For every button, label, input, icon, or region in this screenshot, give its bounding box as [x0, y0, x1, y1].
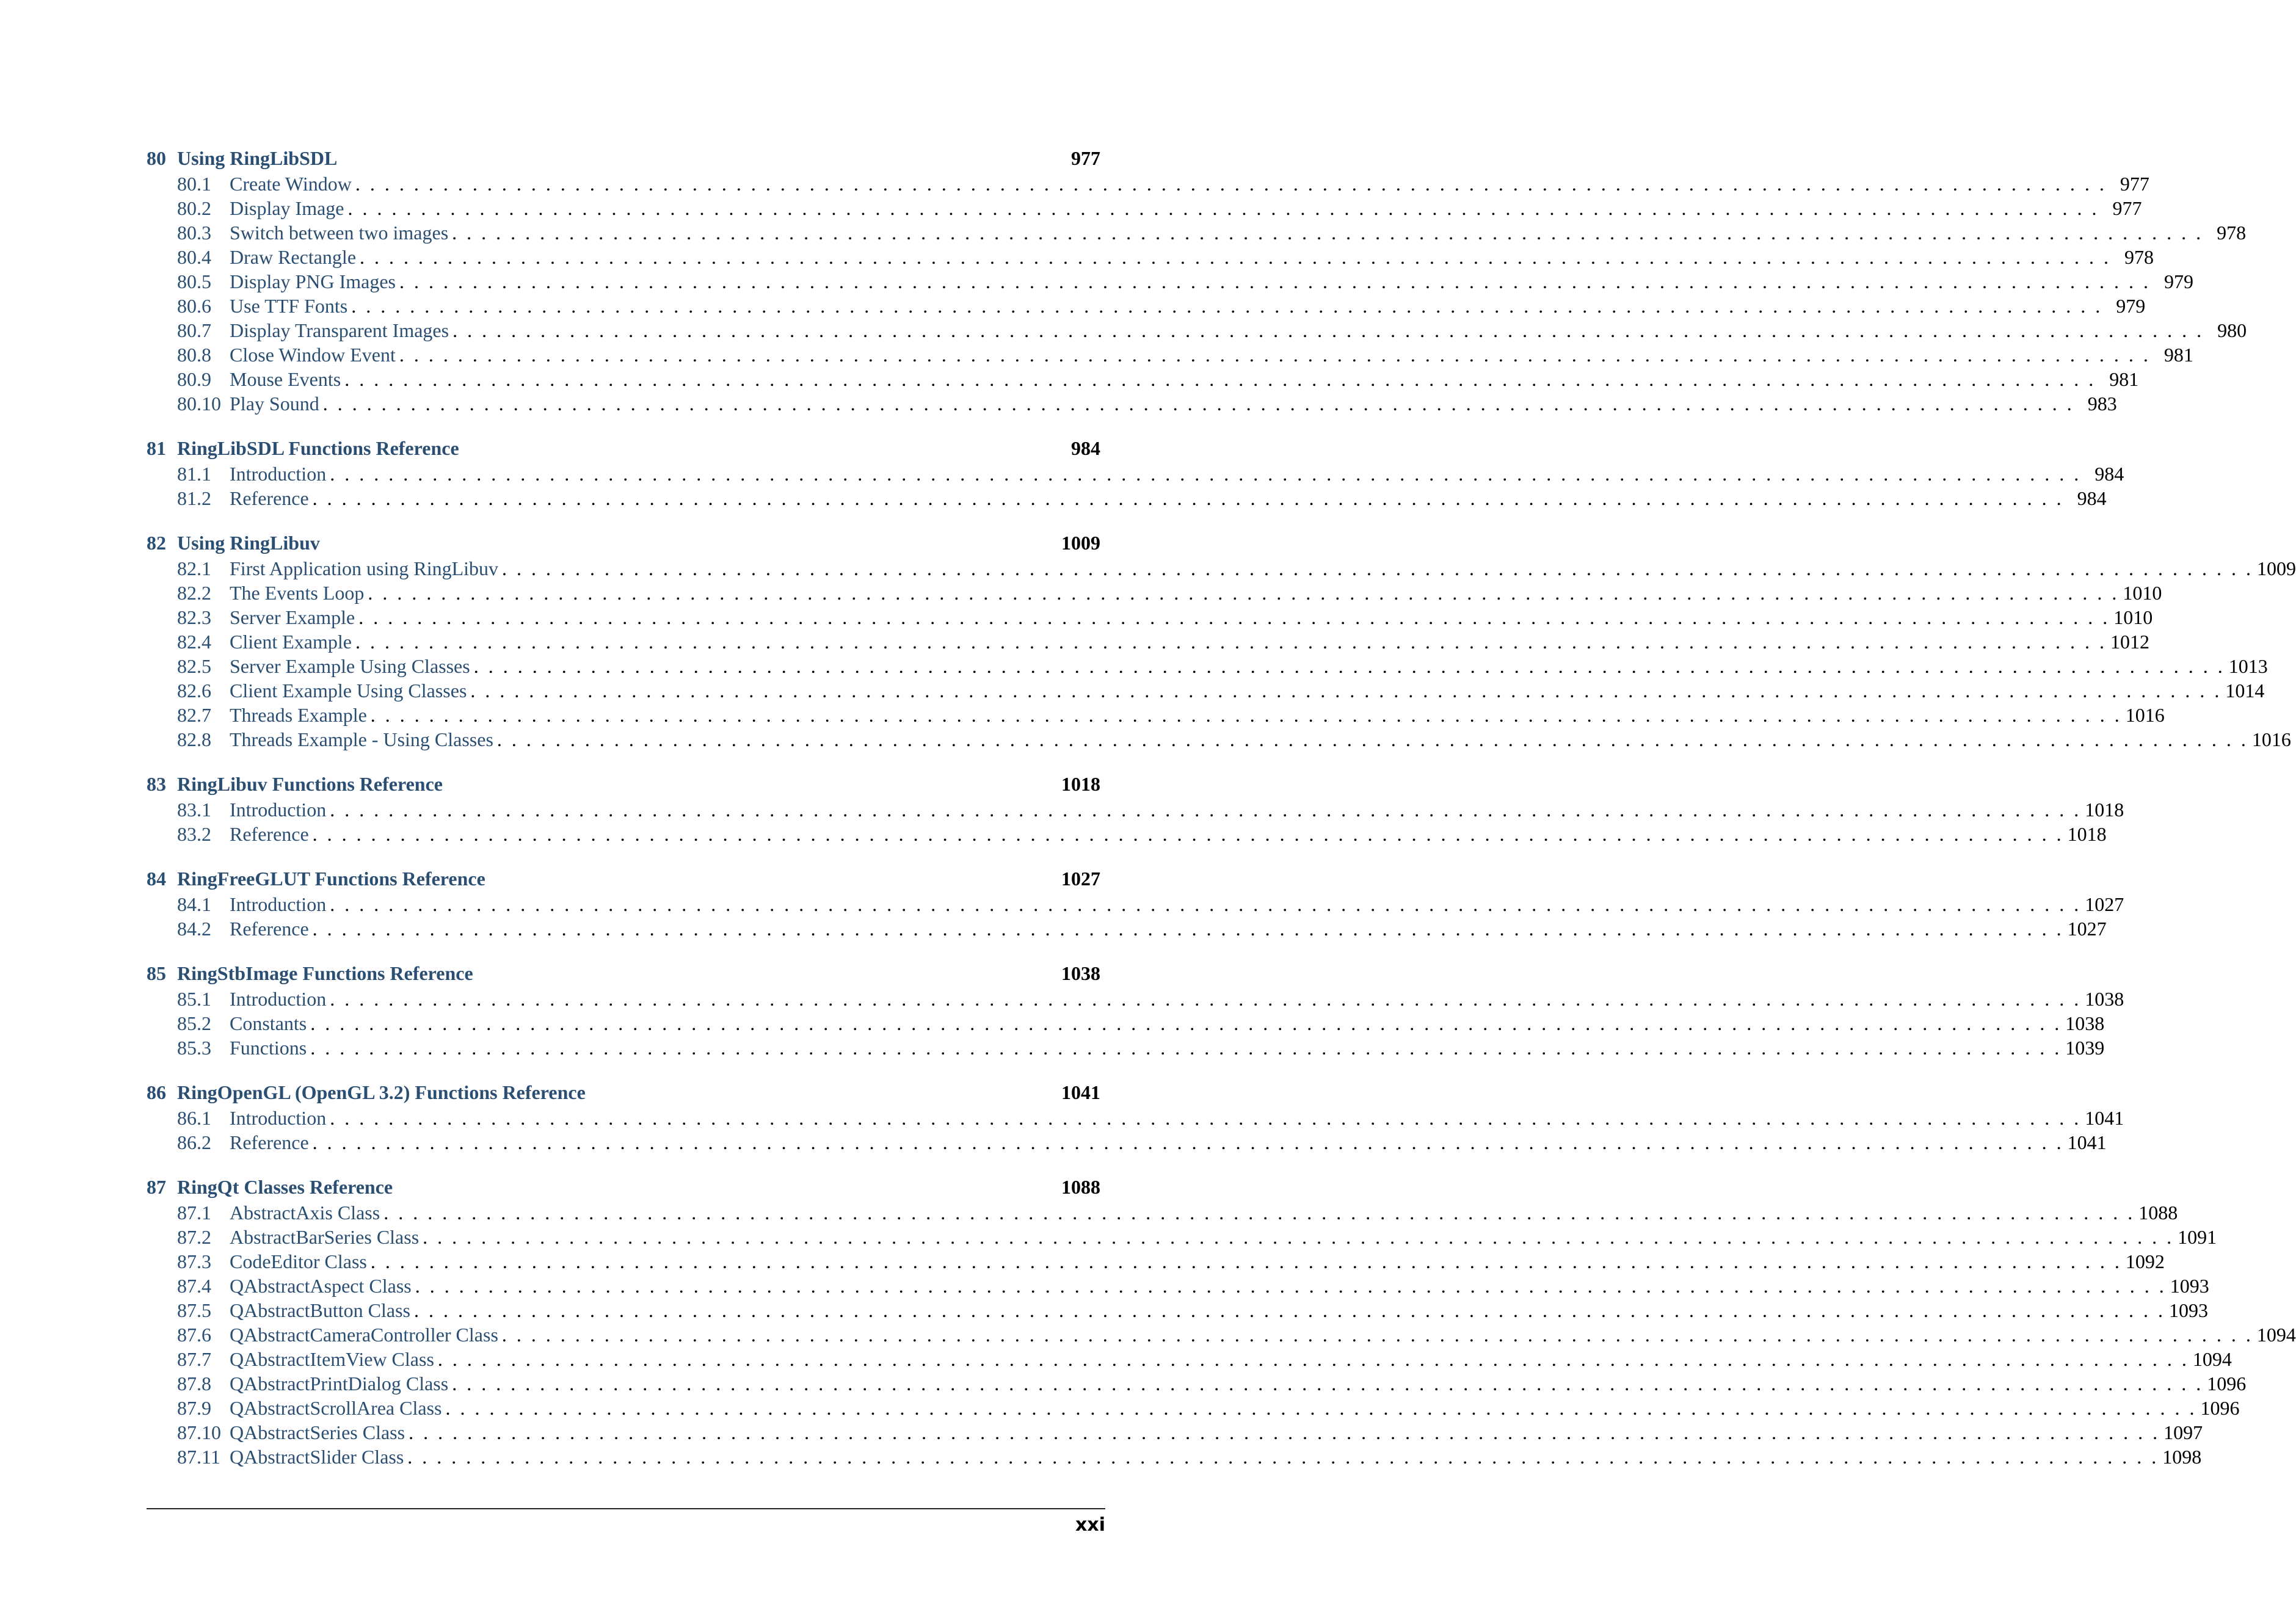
dot-leader: . . . . . . . . . . . . . . . . . . . . . . . . . . . . . . . . . . . . . . . . . . . . . . . . . . . . . . . . . . . . . . . . . . . . . . . . . . . . . . . . . . . . . . . . . . . . . . . . . . . . . . . . . . . . . . . . . . . . . . . . [383, 1202, 2133, 1224]
section-title: Display PNG Images [230, 270, 396, 292]
chapter-page-number: 1041 [1061, 1081, 1100, 1103]
dot-leader: . . . . . . . . . . . . . . . . . . . . . . . . . . . . . . . . . . . . . . . . . . . . . . . . . . . . . . . . . . . . . . . . . . . . . . . . . . . . . . . . . . . . . . . . . . . . . . . . . . . . . . . . . . . . . . . . . . . . . . . . [470, 680, 2220, 702]
section-title: QAbstractSlider Class [230, 1446, 404, 1468]
section-page-number: 1093 [2170, 1275, 2209, 1297]
chapter-number: 80 [147, 147, 166, 169]
section-entry-link[interactable] [147, 605, 2153, 629]
section-entry-link[interactable] [147, 556, 2296, 581]
dot-leader: . . . . . . . . . . . . . . . . . . . . . . . . . . . . . . . . . . . . . . . . . . . . . . . . . . . . . . . . . . . . . . . . . . . . . . . . . . . . . . . . . . . . . . . . . . . . . . . . . . . . . . . . . . . . . . . . . . . . . . . . [501, 1324, 2251, 1346]
dot-leader: . . . . . . . . . . . . . . . . . . . . . . . . . . . . . . . . . . . . . . . . . . . . . . . . . . . . . . . . . . . . . . . . . . . . . . . . . . . . . . . . . . . . . . . . . . . . . . . . . . . . . . . . . . . . . . . . . . . . . . . . [312, 823, 2062, 845]
section-page-number: 1092 [2125, 1250, 2165, 1272]
section-entry-link[interactable] [147, 245, 2154, 269]
chapter-title: RingQt Classes Reference [177, 1176, 393, 1198]
section-title: Introduction [230, 1107, 327, 1129]
table-of-contents [147, 145, 2296, 1489]
section-number: 80.4 [177, 246, 211, 268]
section-number: 80.1 [177, 173, 211, 195]
dot-leader: . . . . . . . . . . . . . . . . . . . . . . . . . . . . . . . . . . . . . . . . . . . . . . . . . . . . . . . . . . . . . . . . . . . . . . . . . . . . . . . . . . . . . . . . . . . . . . . . . . . . . . . . . . . . . . . . . . . . . . . . [423, 1226, 2172, 1248]
dot-leader: . . . . . . . . . . . . . . . . . . . . . . . . . . . . . . . . . . . . . . . . . . . . . . . . . . . . . . . . . . . . . . . . . . . . . . . . . . . . . . . . . . . . . . . . . . . . . . . . . . . . . . . . . . . . . . . . . . . . . . . . [330, 463, 2079, 485]
section-entry-link[interactable] [147, 1396, 2240, 1420]
dot-leader: . . . . . . . . . . . . . . . . . . . . . . . . . . . . . . . . . . . . . . . . . . . . . . . . . . . . . . . . . . . . . . . . . . . . . . . . . . . . . . . . . . . . . . . . . . . . . . . . . . . . . . . . . . . . . . . . . . . . . . . . [399, 270, 2148, 292]
chapter-page-number: 977 [1071, 147, 1100, 169]
dot-leader: . . . . . . . . . . . . . . . . . . . . . . . . . . . . . . . . . . . . . . . . . . . . . . . . . . . . . . . . . . . . . . . . . . . . . . . . . . . . . . . . . . . . . . . . . . . . . . . . . . . . . . . . . . . . . . . . . . . . . . . . [496, 728, 2246, 750]
section-entry-link[interactable] [147, 269, 2193, 294]
section-entry-link[interactable] [147, 916, 2107, 941]
dot-leader: . . . . . . . . . . . . . . . . . . . . . . . . . . . . . . . . . . . . . . . . . . . . . . . . . . . . . . . . . . . . . . . . . . . . . . . . . . . . . . . . . . . . . . . . . . . . . . . . . . . . . . . . . . . . . . . . . . . . . . . . [370, 1250, 2120, 1272]
section-page-number: 1009 [2257, 557, 2296, 579]
toc-chapter [147, 866, 2124, 941]
section-title: QAbstractItemView Class [230, 1348, 434, 1370]
chapter-number: 87 [147, 1176, 166, 1198]
section-number: 80.3 [177, 222, 211, 244]
toc-chapter [147, 1079, 2124, 1155]
section-title: Reference [230, 918, 309, 940]
chapter-page-number: 1009 [1061, 532, 1100, 554]
section-number: 82.5 [177, 655, 211, 677]
chapter-heading-link[interactable] [147, 960, 1109, 987]
section-page-number: 1098 [2162, 1446, 2202, 1468]
section-title: First Application using RingLibuv [230, 557, 499, 579]
section-number: 87.11 [177, 1446, 220, 1468]
section-title: Constants [230, 1012, 307, 1034]
dot-leader: . . . . . . . . . . . . . . . . . . . . . . . . . . . . . . . . . . . . . . . . . . . . . . . . . . . . . . . . . . . . . . . . . . . . . . . . . . . . . . . . . . . . . . . . . . . . . . . . . . . . . . . . . . . . . . . . . . . . . . . . [368, 582, 2117, 604]
section-number: 87.2 [177, 1226, 211, 1248]
section-entry-link[interactable] [147, 581, 2162, 605]
section-number: 85.1 [177, 988, 211, 1010]
section-page-number: 1018 [2085, 799, 2124, 821]
toc-chapter [147, 530, 2296, 752]
section-number: 82.1 [177, 557, 211, 579]
section-page-number: 1094 [2192, 1348, 2232, 1370]
section-page-number: 983 [2087, 393, 2117, 415]
section-number: 82.7 [177, 704, 211, 726]
chapter-title: Using RingLibuv [177, 532, 320, 554]
dot-leader: . . . . . . . . . . . . . . . . . . . . . . . . . . . . . . . . . . . . . . . . . . . . . . . . . . . . . . . . . . . . . . . . . . . . . . . . . . . . . . . . . . . . . . . . . . . . . . . . . . . . . . . . . . . . . . . . . . . . . . . . [330, 799, 2079, 821]
section-title: QAbstractPrintDialog Class [230, 1373, 449, 1395]
dot-leader: . . . . . . . . . . . . . . . . . . . . . . . . . . . . . . . . . . . . . . . . . . . . . . . . . . . . . . . . . . . . . . . . . . . . . . . . . . . . . . . . . . . . . . . . . . . . . . . . . . . . . . . . . . . . . . . . . . . . . . . . [355, 173, 2104, 195]
section-title: Reference [230, 1131, 309, 1153]
section-number: 81.1 [177, 463, 211, 485]
toc-chapter [147, 1174, 2296, 1469]
dot-leader: . . . . . . . . . . . . . . . . . . . . . . . . . . . . . . . . . . . . . . . . . . . . . . . . . . . . . . . . . . . . . . . . . . . . . . . . . . . . . . . . . . . . . . . . . . . . . . . . . . . . . . . . . . . . . . . . . . . . . . . . [351, 295, 2101, 317]
section-page-number: 977 [2112, 197, 2142, 219]
section-entry-link[interactable] [147, 1249, 2165, 1274]
section-title: Display Image [230, 197, 344, 219]
section-page-number: 1027 [2085, 893, 2124, 915]
chapter-number: 85 [147, 962, 166, 984]
chapter-number: 82 [147, 532, 166, 554]
section-entry-link[interactable] [147, 367, 2139, 391]
section-page-number: 1016 [2251, 728, 2291, 750]
dot-leader: . . . . . . . . . . . . . . . . . . . . . . . . . . . . . . . . . . . . . . . . . . . . . . . . . . . . . . . . . . . . . . . . . . . . . . . . . . . . . . . . . . . . . . . . . . . . . . . . . . . . . . . . . . . . . . . . . . . . . . . . [344, 368, 2094, 390]
chapter-heading-link[interactable] [147, 1079, 1109, 1106]
section-number: 87.5 [177, 1299, 211, 1321]
section-page-number: 1088 [2138, 1202, 2178, 1224]
section-title: Threads Example [230, 704, 367, 726]
section-entry-link[interactable] [147, 391, 2117, 416]
footer-page-number: xxi [1075, 1514, 1105, 1536]
section-number: 80.5 [177, 270, 211, 292]
section-entry-link[interactable] [147, 629, 2149, 654]
section-number: 87.1 [177, 1202, 211, 1224]
section-title: QAbstractSeries Class [230, 1421, 405, 1443]
section-entry-link[interactable] [147, 1298, 2208, 1322]
section-title: Display Transparent Images [230, 319, 449, 341]
section-page-number: 1038 [2065, 1012, 2105, 1034]
section-page-number: 1010 [2113, 606, 2153, 628]
dot-leader: . . . . . . . . . . . . . . . . . . . . . . . . . . . . . . . . . . . . . . . . . . . . . . . . . . . . . . . . . . . . . . . . . . . . . . . . . . . . . . . . . . . . . . . . . . . . . . . . . . . . . . . . . . . . . . . . . . . . . . . . [330, 988, 2079, 1010]
section-number: 84.1 [177, 893, 211, 915]
dot-leader: . . . . . . . . . . . . . . . . . . . . . . . . . . . . . . . . . . . . . . . . . . . . . . . . . . . . . . . . . . . . . . . . . . . . . . . . . . . . . . . . . . . . . . . . . . . . . . . . . . . . . . . . . . . . . . . . . . . . . . . . [347, 197, 2097, 219]
toc-chapter [147, 435, 2124, 510]
section-page-number: 1096 [2200, 1397, 2240, 1419]
section-entry-link[interactable] [147, 1011, 2105, 1036]
chapter-page-number: 1088 [1061, 1176, 1100, 1198]
section-number: 80.7 [177, 319, 211, 341]
section-number: 85.3 [177, 1037, 211, 1059]
section-entry-link[interactable] [147, 318, 2247, 343]
section-entry-link[interactable] [147, 1106, 2124, 1130]
chapter-heading-link[interactable] [147, 771, 1109, 797]
section-entry-link[interactable] [147, 892, 2124, 916]
dot-leader: . . . . . . . . . . . . . . . . . . . . . . . . . . . . . . . . . . . . . . . . . . . . . . . . . . . . . . . . . . . . . . . . . . . . . . . . . . . . . . . . . . . . . . . . . . . . . . . . . . . . . . . . . . . . . . . . . . . . . . . . [322, 393, 2072, 415]
section-title: Create Window [230, 173, 352, 195]
section-entry-link[interactable] [147, 703, 2165, 727]
section-entry-link[interactable] [147, 1445, 2202, 1469]
toc-chapter [147, 145, 2247, 416]
section-page-number: 977 [2120, 173, 2149, 195]
section-title: Introduction [230, 463, 327, 485]
section-number: 82.4 [177, 631, 211, 653]
section-title: Client Example Using Classes [230, 680, 467, 702]
section-number: 83.1 [177, 799, 211, 821]
chapter-number: 86 [147, 1081, 166, 1103]
section-title: Introduction [230, 893, 327, 915]
dot-leader: . . . . . . . . . . . . . . . . . . . . . . . . . . . . . . . . . . . . . . . . . . . . . . . . . . . . . . . . . . . . . . . . . . . . . . . . . . . . . . . . . . . . . . . . . . . . . . . . . . . . . . . . . . . . . . . . . . . . . . . . [370, 704, 2120, 726]
section-page-number: 1010 [2123, 582, 2162, 604]
section-title: Close Window Event [230, 344, 396, 366]
chapter-title: RingFreeGLUT Functions Reference [177, 868, 485, 890]
section-number: 87.6 [177, 1324, 211, 1346]
section-title: Threads Example - Using Classes [230, 728, 493, 750]
section-entry-link[interactable] [147, 1420, 2203, 1445]
chapter-number: 81 [147, 437, 166, 459]
section-page-number: 1018 [2067, 823, 2107, 845]
section-entry-link[interactable] [147, 462, 2124, 486]
chapter-title: RingStbImage Functions Reference [177, 962, 473, 984]
section-title: AbstractAxis Class [230, 1202, 380, 1224]
section-page-number: 1039 [2065, 1037, 2105, 1059]
section-page-number: 979 [2163, 270, 2193, 292]
section-entry-link[interactable] [147, 196, 2142, 220]
section-page-number: 984 [2077, 487, 2107, 509]
section-title: Play Sound [230, 393, 319, 415]
section-page-number: 981 [2109, 368, 2139, 390]
section-page-number: 978 [2124, 246, 2154, 268]
section-page-number: 980 [2217, 319, 2247, 341]
section-number: 80.9 [177, 368, 211, 390]
section-number: 82.3 [177, 606, 211, 628]
section-number: 86.2 [177, 1131, 211, 1153]
chapter-title: Using RingLibSDL [177, 147, 338, 169]
section-entry-link[interactable] [147, 654, 2268, 678]
dot-leader: . . . . . . . . . . . . . . . . . . . . . . . . . . . . . . . . . . . . . . . . . . . . . . . . . . . . . . . . . . . . . . . . . . . . . . . . . . . . . . . . . . . . . . . . . . . . . . . . . . . . . . . . . . . . . . . . . . . . . . . . [312, 918, 2062, 940]
chapter-page-number: 1018 [1061, 773, 1100, 795]
section-page-number: 981 [2163, 344, 2193, 366]
section-entry-link[interactable] [147, 1036, 2105, 1060]
dot-leader: . . . . . . . . . . . . . . . . . . . . . . . . . . . . . . . . . . . . . . . . . . . . . . . . . . . . . . . . . . . . . . . . . . . . . . . . . . . . . . . . . . . . . . . . . . . . . . . . . . . . . . . . . . . . . . . . . . . . . . . . [502, 557, 2251, 579]
dot-leader: . . . . . . . . . . . . . . . . . . . . . . . . . . . . . . . . . . . . . . . . . . . . . . . . . . . . . . . . . . . . . . . . . . . . . . . . . . . . . . . . . . . . . . . . . . . . . . . . . . . . . . . . . . . . . . . . . . . . . . . . [413, 1299, 2163, 1321]
section-number: 80.2 [177, 197, 211, 219]
section-number: 85.2 [177, 1012, 211, 1034]
chapter-heading-link[interactable] [147, 530, 1109, 556]
section-page-number: 1041 [2067, 1131, 2107, 1153]
section-page-number: 1096 [2207, 1373, 2247, 1395]
section-title: QAbstractAspect Class [230, 1275, 412, 1297]
chapter-number: 84 [147, 868, 166, 890]
section-title: Switch between two images [230, 222, 449, 244]
section-title: Draw Rectangle [230, 246, 357, 268]
chapter-heading-link[interactable] [147, 866, 1109, 892]
chapter-page-number: 1027 [1061, 868, 1100, 890]
section-entry-link[interactable] [147, 172, 2149, 196]
section-page-number: 1094 [2256, 1324, 2296, 1346]
section-page-number: 1097 [2163, 1421, 2203, 1443]
chapter-title: RingLibSDL Functions Reference [177, 437, 459, 459]
section-title: QAbstractButton Class [230, 1299, 410, 1321]
dot-leader: . . . . . . . . . . . . . . . . . . . . . . . . . . . . . . . . . . . . . . . . . . . . . . . . . . . . . . . . . . . . . . . . . . . . . . . . . . . . . . . . . . . . . . . . . . . . . . . . . . . . . . . . . . . . . . . . . . . . . . . . [330, 893, 2079, 915]
dot-leader: . . . . . . . . . . . . . . . . . . . . . . . . . . . . . . . . . . . . . . . . . . . . . . . . . . . . . . . . . . . . . . . . . . . . . . . . . . . . . . . . . . . . . . . . . . . . . . . . . . . . . . . . . . . . . . . . . . . . . . . . [437, 1348, 2187, 1370]
section-entry-link[interactable] [147, 1130, 2107, 1155]
section-page-number: 1027 [2067, 918, 2107, 940]
dot-leader: . . . . . . . . . . . . . . . . . . . . . . . . . . . . . . . . . . . . . . . . . . . . . . . . . . . . . . . . . . . . . . . . . . . . . . . . . . . . . . . . . . . . . . . . . . . . . . . . . . . . . . . . . . . . . . . . . . . . . . . . [360, 246, 2109, 268]
dot-leader: . . . . . . . . . . . . . . . . . . . . . . . . . . . . . . . . . . . . . . . . . . . . . . . . . . . . . . . . . . . . . . . . . . . . . . . . . . . . . . . . . . . . . . . . . . . . . . . . . . . . . . . . . . . . . . . . . . . . . . . . [452, 1373, 2201, 1395]
footer-rule [147, 1508, 1105, 1509]
chapter-heading-link[interactable] [147, 435, 1109, 462]
section-number: 83.2 [177, 823, 211, 845]
section-page-number: 1013 [2228, 655, 2268, 677]
section-page-number: 1014 [2225, 680, 2265, 702]
section-title: Introduction [230, 799, 327, 821]
section-entry-link[interactable] [147, 822, 2107, 846]
chapter-page-number: 1038 [1061, 962, 1100, 984]
dot-leader: . . . . . . . . . . . . . . . . . . . . . . . . . . . . . . . . . . . . . . . . . . . . . . . . . . . . . . . . . . . . . . . . . . . . . . . . . . . . . . . . . . . . . . . . . . . . . . . . . . . . . . . . . . . . . . . . . . . . . . . . [452, 222, 2201, 244]
dot-leader: . . . . . . . . . . . . . . . . . . . . . . . . . . . . . . . . . . . . . . . . . . . . . . . . . . . . . . . . . . . . . . . . . . . . . . . . . . . . . . . . . . . . . . . . . . . . . . . . . . . . . . . . . . . . . . . . . . . . . . . . [358, 606, 2108, 628]
dot-leader: . . . . . . . . . . . . . . . . . . . . . . . . . . . . . . . . . . . . . . . . . . . . . . . . . . . . . . . . . . . . . . . . . . . . . . . . . . . . . . . . . . . . . . . . . . . . . . . . . . . . . . . . . . . . . . . . . . . . . . . . [330, 1107, 2079, 1129]
section-title: The Events Loop [230, 582, 365, 604]
section-title: AbstractBarSeries Class [230, 1226, 420, 1248]
section-entry-link[interactable] [147, 678, 2265, 703]
section-title: Server Example Using Classes [230, 655, 470, 677]
section-title: Use TTF Fonts [230, 295, 348, 317]
dot-leader: . . . . . . . . . . . . . . . . . . . . . . . . . . . . . . . . . . . . . . . . . . . . . . . . . . . . . . . . . . . . . . . . . . . . . . . . . . . . . . . . . . . . . . . . . . . . . . . . . . . . . . . . . . . . . . . . . . . . . . . . [399, 344, 2148, 366]
chapter-page-number: 984 [1071, 437, 1100, 459]
toc-chapter [147, 960, 2124, 1060]
chapter-heading-link[interactable] [147, 145, 1109, 172]
dot-leader: . . . . . . . . . . . . . . . . . . . . . . . . . . . . . . . . . . . . . . . . . . . . . . . . . . . . . . . . . . . . . . . . . . . . . . . . . . . . . . . . . . . . . . . . . . . . . . . . . . . . . . . . . . . . . . . . . . . . . . . . [310, 1012, 2060, 1034]
dot-leader: . . . . . . . . . . . . . . . . . . . . . . . . . . . . . . . . . . . . . . . . . . . . . . . . . . . . . . . . . . . . . . . . . . . . . . . . . . . . . . . . . . . . . . . . . . . . . . . . . . . . . . . . . . . . . . . . . . . . . . . . [355, 631, 2104, 653]
section-number: 87.9 [177, 1397, 211, 1419]
section-number: 84.2 [177, 918, 211, 940]
section-number: 80.8 [177, 344, 211, 366]
dot-leader: . . . . . . . . . . . . . . . . . . . . . . . . . . . . . . . . . . . . . . . . . . . . . . . . . . . . . . . . . . . . . . . . . . . . . . . . . . . . . . . . . . . . . . . . . . . . . . . . . . . . . . . . . . . . . . . . . . . . . . . . [415, 1275, 2164, 1297]
section-page-number: 979 [2116, 295, 2146, 317]
dot-leader: . . . . . . . . . . . . . . . . . . . . . . . . . . . . . . . . . . . . . . . . . . . . . . . . . . . . . . . . . . . . . . . . . . . . . . . . . . . . . . . . . . . . . . . . . . . . . . . . . . . . . . . . . . . . . . . . . . . . . . . . [312, 1131, 2062, 1153]
section-page-number: 1091 [2178, 1226, 2217, 1248]
section-title: Functions [230, 1037, 307, 1059]
section-number: 86.1 [177, 1107, 211, 1129]
section-number: 82.8 [177, 728, 211, 750]
section-entry-link[interactable] [147, 1371, 2247, 1396]
section-page-number: 978 [2217, 222, 2247, 244]
section-page-number: 984 [2094, 463, 2124, 485]
section-title: Introduction [230, 988, 327, 1010]
dot-leader: . . . . . . . . . . . . . . . . . . . . . . . . . . . . . . . . . . . . . . . . . . . . . . . . . . . . . . . . . . . . . . . . . . . . . . . . . . . . . . . . . . . . . . . . . . . . . . . . . . . . . . . . . . . . . . . . . . . . . . . . [312, 487, 2062, 509]
section-number: 87.7 [177, 1348, 211, 1370]
dot-leader: . . . . . . . . . . . . . . . . . . . . . . . . . . . . . . . . . . . . . . . . . . . . . . . . . . . . . . . . . . . . . . . . . . . . . . . . . . . . . . . . . . . . . . . . . . . . . . . . . . . . . . . . . . . . . . . . . . . . . . . . [310, 1037, 2060, 1059]
dot-leader: . . . . . . . . . . . . . . . . . . . . . . . . . . . . . . . . . . . . . . . . . . . . . . . . . . . . . . . . . . . . . . . . . . . . . . . . . . . . . . . . . . . . . . . . . . . . . . . . . . . . . . . . . . . . . . . . . . . . . . . . [452, 319, 2202, 341]
section-number: 87.8 [177, 1373, 211, 1395]
chapter-title: RingOpenGL (OpenGL 3.2) Functions Reference [177, 1081, 586, 1103]
section-entry-link[interactable] [147, 1347, 2232, 1371]
section-title: QAbstractScrollArea Class [230, 1397, 442, 1419]
section-page-number: 1016 [2125, 704, 2165, 726]
section-entry-link[interactable] [147, 1274, 2209, 1298]
section-entry-link[interactable] [147, 486, 2107, 510]
section-entry-link[interactable] [147, 727, 2291, 752]
dot-leader: . . . . . . . . . . . . . . . . . . . . . . . . . . . . . . . . . . . . . . . . . . . . . . . . . . . . . . . . . . . . . . . . . . . . . . . . . . . . . . . . . . . . . . . . . . . . . . . . . . . . . . . . . . . . . . . . . . . . . . . . [407, 1446, 2157, 1468]
section-entry-link[interactable] [147, 797, 2124, 822]
section-title: Mouse Events [230, 368, 341, 390]
dot-leader: . . . . . . . . . . . . . . . . . . . . . . . . . . . . . . . . . . . . . . . . . . . . . . . . . . . . . . . . . . . . . . . . . . . . . . . . . . . . . . . . . . . . . . . . . . . . . . . . . . . . . . . . . . . . . . . . . . . . . . . . [409, 1421, 2158, 1443]
section-number: 87.3 [177, 1250, 211, 1272]
section-entry-link[interactable] [147, 1322, 2296, 1347]
section-number: 80.6 [177, 295, 211, 317]
section-page-number: 1041 [2085, 1107, 2124, 1129]
section-number: 80.10 [177, 393, 221, 415]
section-title: Server Example [230, 606, 355, 628]
section-entry-link[interactable] [147, 1225, 2217, 1249]
section-number: 87.4 [177, 1275, 211, 1297]
section-entry-link[interactable] [147, 987, 2124, 1011]
dot-leader: . . . . . . . . . . . . . . . . . . . . . . . . . . . . . . . . . . . . . . . . . . . . . . . . . . . . . . . . . . . . . . . . . . . . . . . . . . . . . . . . . . . . . . . . . . . . . . . . . . . . . . . . . . . . . . . . . . . . . . . . [473, 655, 2223, 677]
section-number: 82.6 [177, 680, 211, 702]
section-page-number: 1093 [2168, 1299, 2208, 1321]
section-number: 81.2 [177, 487, 211, 509]
section-entry-link[interactable] [147, 294, 2146, 318]
section-entry-link[interactable] [147, 220, 2247, 245]
section-number: 87.10 [177, 1421, 221, 1443]
section-entry-link[interactable] [147, 343, 2193, 367]
chapter-number: 83 [147, 773, 166, 795]
chapter-title: RingLibuv Functions Reference [177, 773, 443, 795]
section-page-number: 1038 [2085, 988, 2124, 1010]
section-title: Client Example [230, 631, 352, 653]
section-number: 82.2 [177, 582, 211, 604]
section-title: QAbstractCameraController Class [230, 1324, 498, 1346]
section-title: Reference [230, 823, 309, 845]
section-entry-link[interactable] [147, 1200, 2178, 1225]
toc-chapter [147, 771, 2124, 846]
section-title: Reference [230, 487, 309, 509]
dot-leader: . . . . . . . . . . . . . . . . . . . . . . . . . . . . . . . . . . . . . . . . . . . . . . . . . . . . . . . . . . . . . . . . . . . . . . . . . . . . . . . . . . . . . . . . . . . . . . . . . . . . . . . . . . . . . . . . . . . . . . . . [445, 1397, 2195, 1419]
chapter-heading-link[interactable] [147, 1174, 1109, 1200]
section-page-number: 1012 [2110, 631, 2149, 653]
section-title: CodeEditor Class [230, 1250, 367, 1272]
